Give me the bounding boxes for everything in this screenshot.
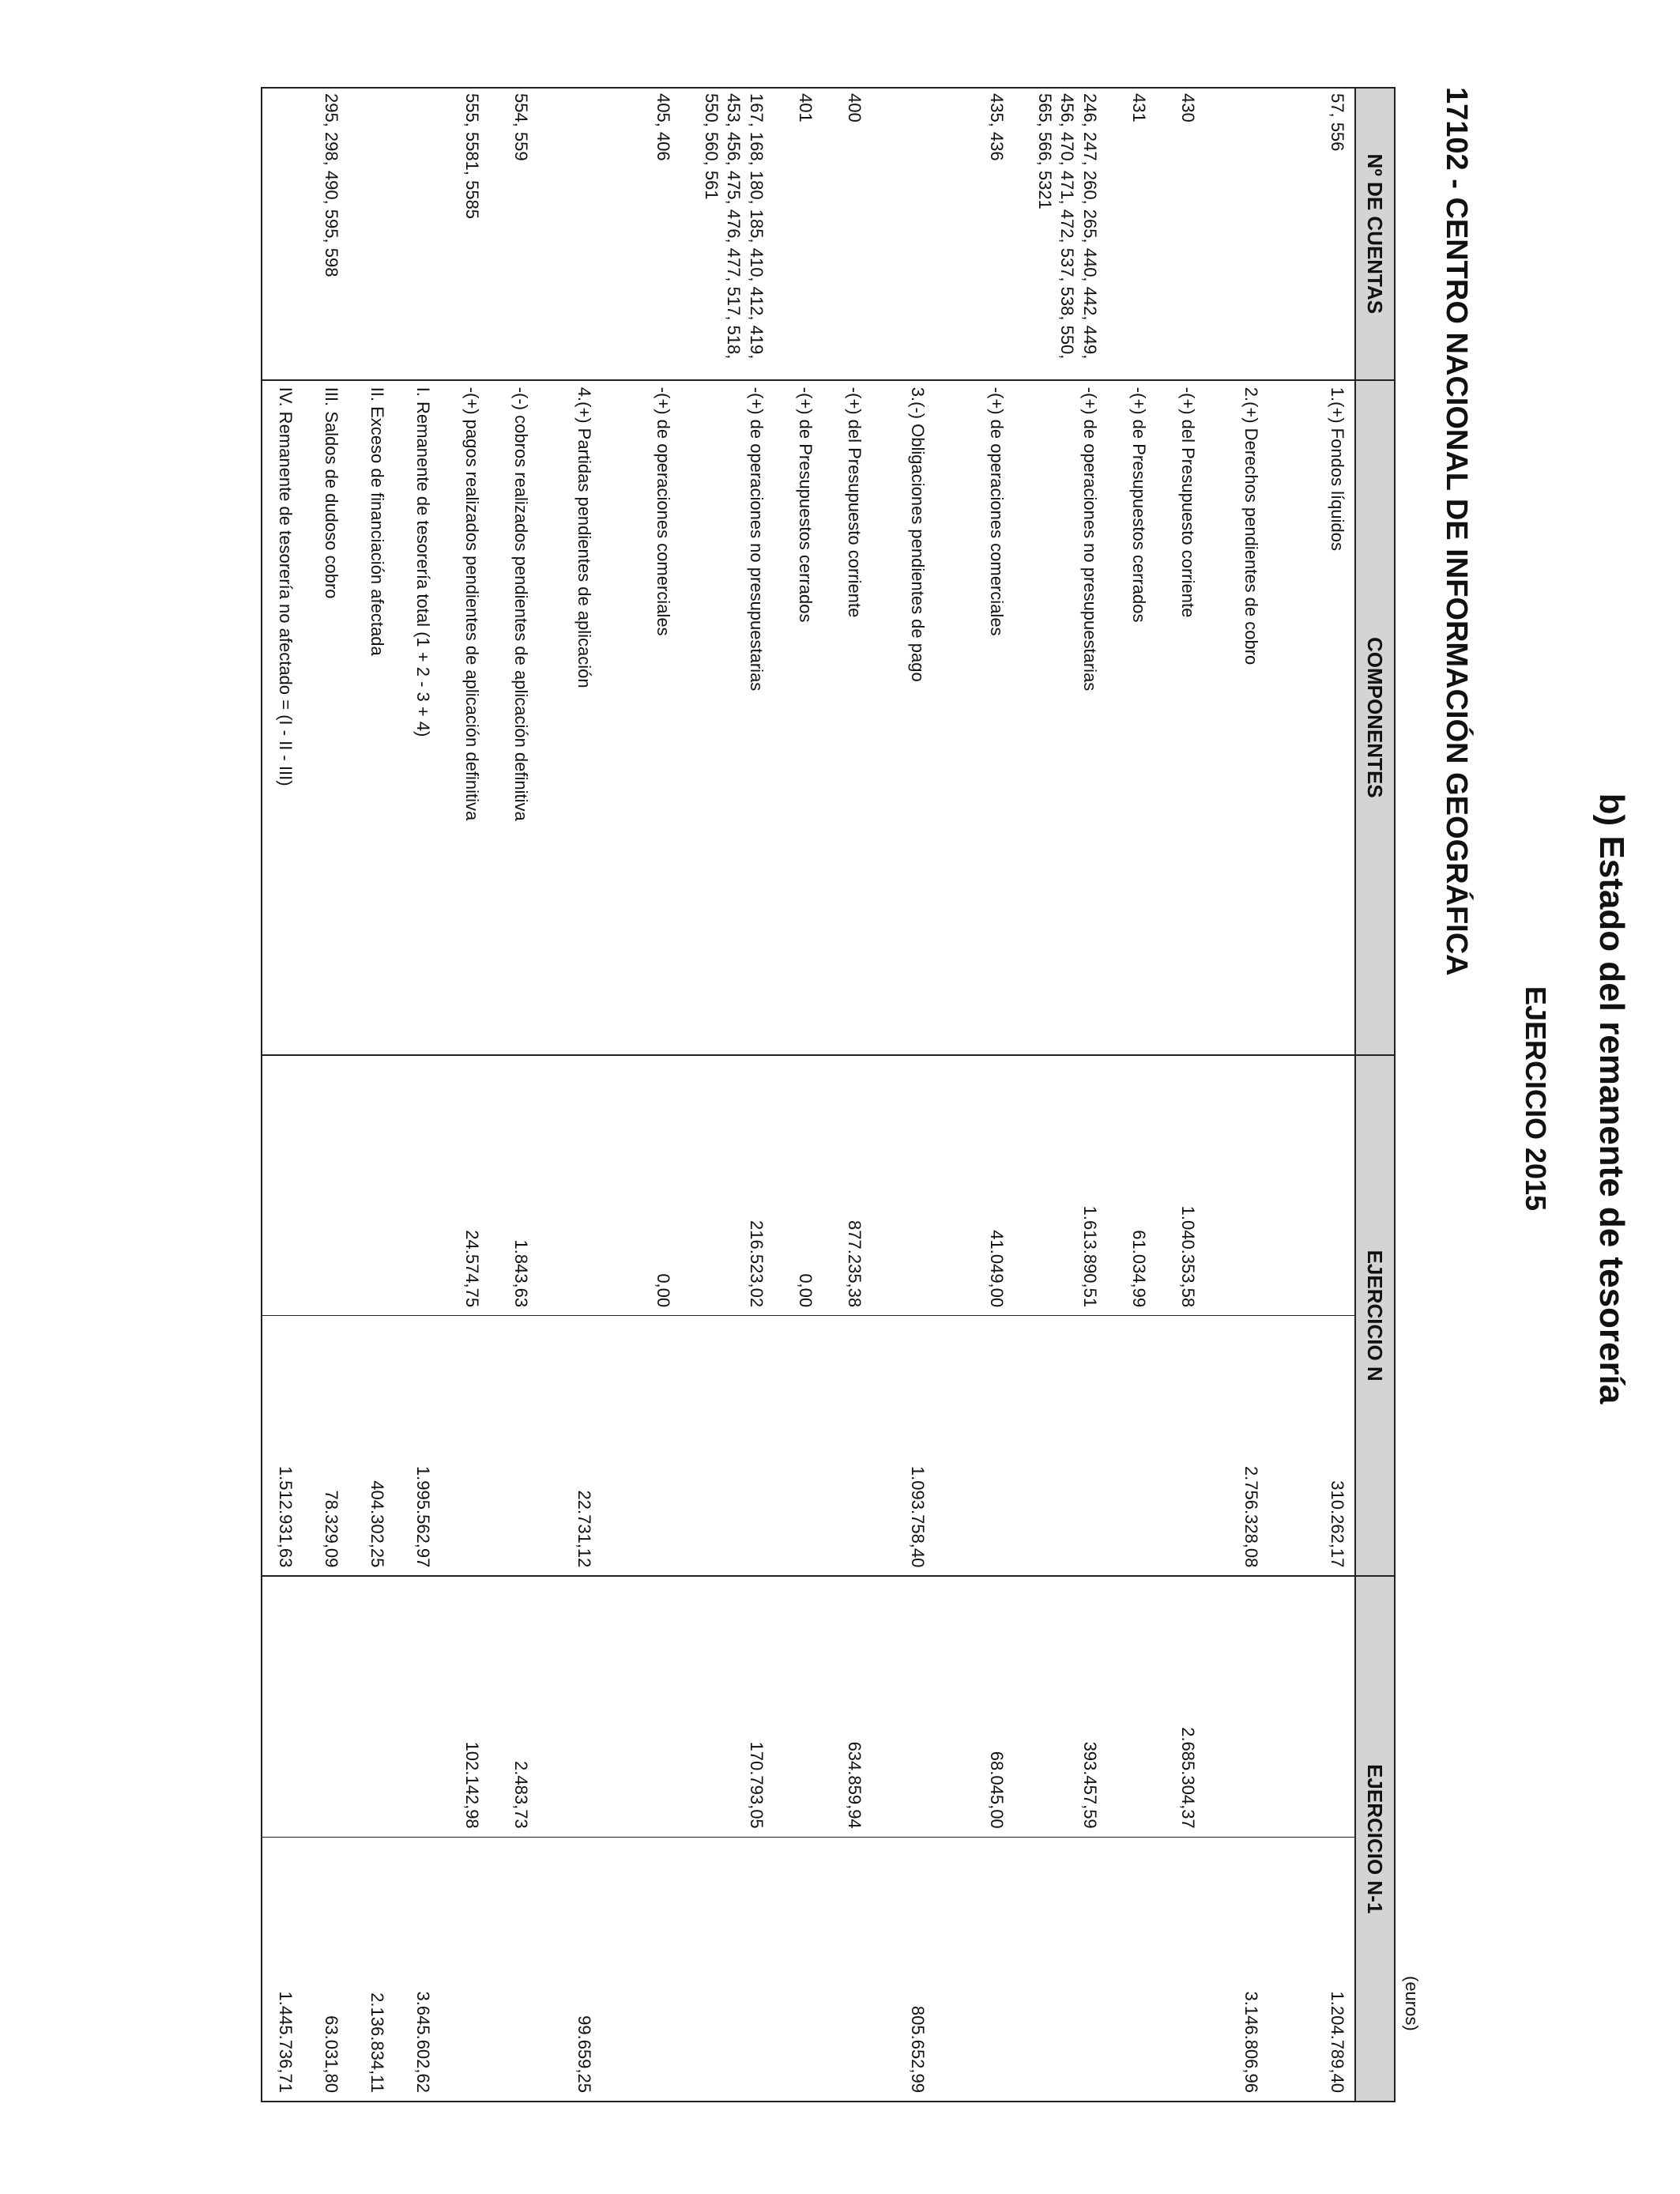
table-row	[601, 88, 680, 2102]
cell-componente: -(+) de Presupuestos cerrados	[774, 380, 823, 1055]
cell-n1-total: 805.652,99	[872, 1837, 935, 2102]
cell-n1-sub	[262, 1576, 303, 1837]
table-row	[872, 88, 935, 2102]
cell-n1-sub: 634.859,94	[823, 1576, 872, 1837]
cell-cuentas: 405, 406	[601, 88, 680, 380]
cell-n1-total	[774, 1837, 823, 2102]
cell-n1-sub: 170.793,05	[680, 1576, 774, 1837]
cell-n-sub: 24.574,75	[440, 1055, 489, 1316]
cell-componente: I. Remanente de tesorería total (1 + 2 - 3 + 4)	[394, 380, 440, 1055]
cell-n-total: 310.262,17	[1268, 1316, 1355, 1577]
cell-n1-total: 2.136.834,11	[348, 1837, 394, 2102]
cell-n-total	[774, 1316, 823, 1577]
cell-n-sub	[348, 1055, 394, 1316]
page-subtitle: EJERCICIO 2015	[1520, 986, 1552, 1212]
cell-n-total	[680, 1316, 774, 1577]
table-row	[1156, 88, 1205, 2102]
cell-componente: 3.(-) Obligaciones pendientes de pago	[872, 380, 935, 1055]
cell-n-total	[1014, 1316, 1107, 1577]
cell-n-total: 404.302,25	[348, 1316, 394, 1577]
cell-cuentas	[1205, 88, 1268, 380]
cell-n-sub: 0,00	[774, 1055, 823, 1316]
cell-n1-total	[1014, 1837, 1107, 2102]
cell-cuentas: 430	[1156, 88, 1205, 380]
cell-n1-sub	[774, 1576, 823, 1837]
cell-n1-sub: 2.685.304,37	[1156, 1576, 1205, 1837]
currency-unit: (euros)	[1402, 1976, 1422, 2031]
cell-n-total: 78.329,09	[303, 1316, 348, 1577]
cell-cuentas	[394, 88, 440, 380]
cell-n1-total	[823, 1837, 872, 2102]
cell-n-sub	[1205, 1055, 1268, 1316]
table-row	[1268, 88, 1355, 2102]
cell-cuentas: 401	[774, 88, 823, 380]
cell-n1-sub	[601, 1576, 680, 1837]
col-componentes: COMPONENTES	[1355, 380, 1395, 1055]
cell-n-sub: 1.613.890,51	[1014, 1055, 1107, 1316]
table-row	[262, 88, 303, 2102]
cell-n-total	[440, 1316, 489, 1577]
cell-n-total: 1.995.562,97	[394, 1316, 440, 1577]
cell-componente: -(+) de operaciones no presupuestarias	[680, 380, 774, 1055]
table-header	[1355, 88, 1395, 2102]
cell-n1-total	[440, 1837, 489, 2102]
cell-componente: -(+) de operaciones comerciales	[935, 380, 1014, 1055]
cell-n-sub	[394, 1055, 440, 1316]
cell-cuentas	[538, 88, 601, 380]
table-row	[823, 88, 872, 2102]
cell-n1-sub	[1205, 1576, 1268, 1837]
cell-n-total	[1107, 1316, 1156, 1577]
cell-n1-total: 99.659,25	[538, 1837, 601, 2102]
cell-n-sub: 61.034,99	[1107, 1055, 1156, 1316]
table-row	[1205, 88, 1268, 2102]
cell-n-total	[1156, 1316, 1205, 1577]
cell-n1-total: 3.645.602,62	[394, 1837, 440, 2102]
cell-n-sub: 41.049,00	[935, 1055, 1014, 1316]
cell-componente: -(+) de Presupuestos cerrados	[1107, 380, 1156, 1055]
cell-n1-sub: 102.142,98	[440, 1576, 489, 1837]
cell-n1-sub	[872, 1576, 935, 1837]
cell-n1-total: 3.146.806,96	[1205, 1837, 1268, 2102]
cell-n-total	[489, 1316, 538, 1577]
cell-n-total: 1.093.758,40	[872, 1316, 935, 1577]
page-title: b) Estado del remanente de tesorería	[1592, 793, 1631, 1404]
cell-componente: 1.(+) Fondos líquidos	[1268, 380, 1355, 1055]
cell-n-total: 22.731,12	[538, 1316, 601, 1577]
cell-componente: 2.(+) Derechos pendientes de cobro	[1205, 380, 1268, 1055]
table-row	[538, 88, 601, 2102]
cell-n-sub	[538, 1055, 601, 1316]
cell-cuentas: 400	[823, 88, 872, 380]
cell-n1-total: 63.031,80	[303, 1837, 348, 2102]
cell-n1-sub	[538, 1576, 601, 1837]
cell-n-sub	[262, 1055, 303, 1316]
cell-n1-sub	[394, 1576, 440, 1837]
cell-n-total	[935, 1316, 1014, 1577]
cell-componente: -(+) del Presupuesto corriente	[823, 380, 872, 1055]
cell-n1-total	[489, 1837, 538, 2102]
table-row	[489, 88, 538, 2102]
cell-cuentas: 554, 559	[489, 88, 538, 380]
cell-n1-total: 1.445.736,71	[262, 1837, 303, 2102]
cell-componente: -(+) de operaciones comerciales	[601, 380, 680, 1055]
cell-n-total	[823, 1316, 872, 1577]
table-row	[1107, 88, 1156, 2102]
cell-n1-sub: 393.457,59	[1014, 1576, 1107, 1837]
cell-n-total	[601, 1316, 680, 1577]
cell-n-total: 1.512.931,63	[262, 1316, 303, 1577]
cell-n1-sub	[348, 1576, 394, 1837]
cell-n-total: 2.756.328,08	[1205, 1316, 1268, 1577]
cell-n-sub	[303, 1055, 348, 1316]
table-row	[394, 88, 440, 2102]
cell-cuentas: 246, 247, 260, 265, 440, 442, 449, 456, 470, 471, 472, 537, 538, 550, 565, 566, 5321	[1014, 88, 1107, 380]
cell-componente: IV. Remanente de tesorería no afectado = (I - II - III)	[262, 380, 303, 1055]
cell-componente: II. Exceso de financiación afectada	[348, 380, 394, 1055]
cell-n1-total	[601, 1837, 680, 2102]
cell-n-sub	[872, 1055, 935, 1316]
col-ejercicio-n1: EJERCICIO N-1	[1355, 1576, 1395, 2102]
table-row	[303, 88, 348, 2102]
cell-n1-sub	[303, 1576, 348, 1837]
cell-n-sub	[1268, 1055, 1355, 1316]
cell-n-sub: 1.040.353,58	[1156, 1055, 1205, 1316]
cell-n1-total	[1156, 1837, 1205, 2102]
col-cuentas: Nº DE CUENTAS	[1355, 88, 1395, 380]
cell-cuentas	[262, 88, 303, 380]
cell-cuentas	[348, 88, 394, 380]
table-row	[680, 88, 774, 2102]
cell-cuentas: 167, 168, 180, 185, 410, 412, 419, 453, 456, 475, 476, 477, 517, 518, 550, 560, 561	[680, 88, 774, 380]
cell-n1-sub: 2.483,73	[489, 1576, 538, 1837]
cell-n1-sub	[1268, 1576, 1355, 1837]
cell-cuentas	[872, 88, 935, 380]
cell-componente: III. Saldos de dudoso cobro	[303, 380, 348, 1055]
cell-componente: -(+) de operaciones no presupuestarias	[1014, 380, 1107, 1055]
col-ejercicio-n: EJERCICIO N	[1355, 1055, 1395, 1577]
cell-n-sub: 877.235,38	[823, 1055, 872, 1316]
cell-componente: -(+) pagos realizados pendientes de aplicación definitiva	[440, 380, 489, 1055]
table-row	[1014, 88, 1107, 2102]
cell-n1-total	[1107, 1837, 1156, 2102]
table-row	[440, 88, 489, 2102]
entity-name: 17102 - CENTRO NACIONAL DE INFORMACIÓN GEOGRÁFICA	[1440, 87, 1473, 976]
cell-cuentas: 435, 436	[935, 88, 1014, 380]
cell-n-sub: 0,00	[601, 1055, 680, 1316]
cell-cuentas: 431	[1107, 88, 1156, 380]
cell-n-sub: 1.843,63	[489, 1055, 538, 1316]
cell-cuentas: 555, 5581, 5585	[440, 88, 489, 380]
cell-componente: 4.(+) Partidas pendientes de aplicación	[538, 380, 601, 1055]
cell-componente: -(-) cobros realizados pendientes de aplicación definitiva	[489, 380, 538, 1055]
table-row	[348, 88, 394, 2102]
cell-n1-total	[935, 1837, 1014, 2102]
cell-n1-sub: 68.045,00	[935, 1576, 1014, 1837]
table-row	[774, 88, 823, 2102]
cell-cuentas: 295, 298, 490, 595, 598	[303, 88, 348, 380]
cell-n1-sub	[1107, 1576, 1156, 1837]
rotated-page	[27, 32, 1655, 2166]
cell-n-sub: 216.523,02	[680, 1055, 774, 1316]
table-row	[935, 88, 1014, 2102]
cell-n1-total	[680, 1837, 774, 2102]
cell-componente: -(+) del Presupuesto corriente	[1156, 380, 1205, 1055]
cell-n1-total: 1.204.789,40	[1268, 1837, 1355, 2102]
cell-cuentas: 57, 556	[1268, 88, 1355, 380]
remanente-table	[261, 87, 1396, 2102]
